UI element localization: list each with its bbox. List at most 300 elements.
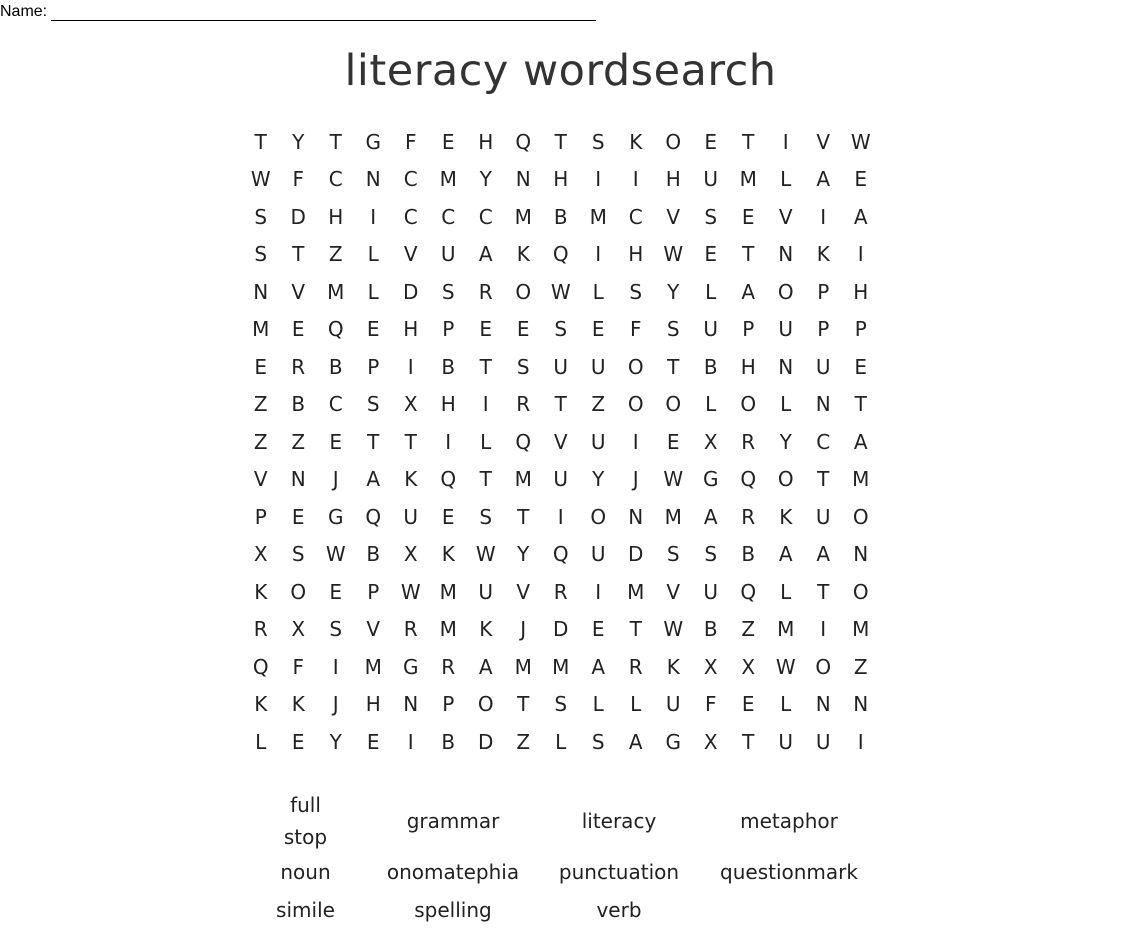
grid-letter: E (591, 617, 605, 642)
grid-letter: T (329, 129, 342, 154)
grid-letter: N (365, 167, 381, 192)
grid-letter: W (325, 542, 346, 567)
grid-letter: T (817, 579, 830, 604)
grid-letter: I (820, 204, 827, 229)
grid-letter: Z (741, 617, 756, 642)
grid-letter: I (407, 354, 414, 379)
grid-letter: H (740, 354, 756, 379)
grid-letter: T (554, 392, 567, 417)
grid-letter: L (367, 279, 379, 304)
grid-letter: X (253, 542, 268, 567)
grid-letter: Y (667, 279, 680, 304)
grid-letter: P (442, 692, 455, 717)
grid-letter: P (817, 279, 830, 304)
grid-letter: B (291, 392, 306, 417)
word-list-item-label: metaphor (740, 809, 838, 833)
grid-letter: L (780, 692, 792, 717)
grid-letter: K (629, 129, 643, 154)
grid-letter: X (703, 429, 718, 454)
grid-letter: O (665, 129, 682, 154)
grid-letter: I (557, 504, 564, 529)
grid-letter: F (629, 317, 642, 342)
grid-letter: J (332, 692, 339, 717)
grid-letter: K (779, 504, 793, 529)
grid-letter: N (815, 392, 831, 417)
grid-letter: O (852, 579, 869, 604)
word-list-item (523, 852, 715, 892)
grid-letter: T (742, 242, 755, 267)
grid-letter: F (404, 129, 417, 154)
grid-letter: O (740, 392, 757, 417)
grid-letter: B (703, 354, 718, 379)
grid-letter: Z (253, 429, 268, 454)
grid-letter: B (366, 542, 381, 567)
grid-letter: R (553, 579, 568, 604)
grid-letter: L (255, 729, 267, 754)
grid-letter: E (291, 317, 305, 342)
grid-letter: B (441, 354, 456, 379)
word-list-item (715, 852, 863, 892)
grid-letter: T (292, 242, 305, 267)
grid-letter: S (591, 729, 605, 754)
grid-letter: S (254, 204, 268, 229)
grid-letter: A (366, 467, 381, 492)
grid-letter: U (815, 504, 831, 529)
grid-letter: V (516, 579, 531, 604)
grid-letter: X (703, 654, 718, 679)
grid-letter: L (592, 279, 604, 304)
grid-letter: X (403, 542, 418, 567)
grid-letter: U (478, 579, 494, 604)
grid-letter: M (664, 504, 682, 529)
name-field (0, 3, 596, 21)
grid-letter: R (403, 617, 418, 642)
grid-letter: V (291, 279, 306, 304)
grid-letter: P (742, 317, 755, 342)
grid-letter: S (704, 542, 718, 567)
grid-letter: O (777, 467, 794, 492)
grid-letter: O (590, 504, 607, 529)
letter-grid (242, 123, 879, 761)
grid-letter: H (478, 129, 494, 154)
grid-letter: C (478, 204, 493, 229)
grid-letter: M (627, 579, 645, 604)
word-list-item (523, 892, 715, 928)
grid-letter: A (778, 542, 793, 567)
grid-letter: I (445, 429, 452, 454)
grid-letter: Y (592, 467, 605, 492)
grid-letter: C (403, 167, 418, 192)
grid-letter: S (704, 204, 718, 229)
grid-letter: V (366, 617, 381, 642)
word-list-item (523, 790, 715, 852)
grid-letter: L (780, 392, 792, 417)
grid-letter: C (441, 204, 456, 229)
grid-letter: G (328, 504, 344, 529)
grid-letter: G (665, 729, 681, 754)
grid-letter: U (403, 504, 419, 529)
grid-letter: M (252, 317, 270, 342)
grid-letter: J (632, 467, 639, 492)
grid-letter: O (852, 504, 869, 529)
grid-letter: W (400, 579, 421, 604)
grid-letter: X (741, 654, 756, 679)
grid-letter: Q (740, 467, 757, 492)
grid-letter: O (815, 654, 832, 679)
grid-letter: T (517, 504, 530, 529)
grid-letter: H (328, 204, 344, 229)
grid-letter: L (780, 167, 792, 192)
grid-letter: U (440, 242, 456, 267)
grid-letter: N (403, 692, 419, 717)
grid-letter: E (479, 317, 493, 342)
grid-letter: V (253, 467, 268, 492)
word-list-item-label: full stop (283, 793, 328, 849)
grid-letter: T (367, 429, 380, 454)
grid-letter: M (514, 204, 532, 229)
word-list-item-label: questionmark (720, 860, 858, 884)
grid-letter: P (442, 317, 455, 342)
grid-letter: X (403, 392, 418, 417)
grid-letter: V (666, 579, 681, 604)
grid-letter: Y (779, 429, 792, 454)
grid-letter: M (327, 279, 345, 304)
grid-letter: Y (329, 729, 342, 754)
grid-letter: H (440, 392, 456, 417)
grid-letter: U (703, 579, 719, 604)
grid-letter: P (254, 504, 267, 529)
grid-letter: D (478, 729, 494, 754)
grid-letter: M (589, 204, 607, 229)
grid-letter: U (703, 167, 719, 192)
grid-letter: R (741, 429, 756, 454)
grid-letter: M (852, 467, 870, 492)
grid-letter: C (628, 204, 643, 229)
grid-letter: E (704, 129, 718, 154)
grid-letter: Q (552, 542, 569, 567)
grid-letter: E (291, 729, 305, 754)
grid-letter: K (254, 579, 268, 604)
grid-letter: C (328, 392, 343, 417)
grid-letter: F (292, 654, 304, 679)
grid-letter: U (590, 542, 606, 567)
grid-letter: M (514, 654, 532, 679)
grid-letter: W (663, 242, 684, 267)
grid-letter: R (741, 504, 756, 529)
grid-letter: X (291, 617, 306, 642)
grid-letter: W (775, 654, 796, 679)
grid-letter: W (663, 617, 684, 642)
grid-letter: M (439, 579, 457, 604)
grid-letter: E (366, 729, 380, 754)
grid-letter: R (253, 617, 268, 642)
grid-letter: U (665, 692, 681, 717)
grid-letter: Q (440, 467, 457, 492)
grid-letter: B (441, 729, 456, 754)
grid-letter: A (591, 654, 606, 679)
grid-letter: L (630, 692, 642, 717)
grid-letter: E (704, 242, 718, 267)
grid-letter: H (665, 167, 681, 192)
grid-letter: R (441, 654, 456, 679)
grid-letter: E (854, 354, 868, 379)
word-list-item (383, 852, 523, 892)
grid-letter: N (515, 167, 531, 192)
word-list-item-label: onomatephia (386, 860, 520, 884)
grid-letter: K (404, 467, 418, 492)
grid-letter: I (820, 617, 827, 642)
grid-letter: V (553, 429, 568, 454)
grid-letter: K (479, 617, 493, 642)
grid-letter: Y (479, 167, 492, 192)
grid-letter: T (517, 692, 530, 717)
grid-letter: C (816, 429, 831, 454)
grid-letter: F (292, 167, 304, 192)
grid-letter: H (553, 167, 569, 192)
grid-letter: T (554, 129, 567, 154)
grid-letter: E (516, 317, 530, 342)
grid-letter: V (778, 204, 793, 229)
word-list-item-label: spelling (414, 898, 492, 922)
grid-letter: I (332, 654, 339, 679)
grid-letter: N (628, 504, 644, 529)
grid-letter: Q (515, 429, 532, 454)
grid-letter: J (332, 467, 339, 492)
word-list-item-label: grammar (406, 809, 500, 833)
grid-letter: L (480, 429, 492, 454)
grid-letter: A (816, 542, 831, 567)
grid-letter: R (628, 654, 643, 679)
grid-letter: O (477, 692, 494, 717)
grid-letter: L (367, 242, 379, 267)
grid-letter: M (439, 167, 457, 192)
grid-letter: L (780, 579, 792, 604)
word-list-item-label: literacy (581, 809, 657, 833)
grid-letter: K (441, 542, 455, 567)
word-list-item (228, 892, 383, 928)
grid-letter: P (367, 579, 380, 604)
grid-letter: N (778, 242, 794, 267)
grid-letter: E (741, 204, 755, 229)
grid-letter: N (853, 542, 869, 567)
word-list-item (383, 892, 523, 928)
grid-letter: I (595, 167, 602, 192)
grid-letter: D (403, 279, 419, 304)
grid-letter: T (817, 467, 830, 492)
grid-letter: G (403, 654, 419, 679)
grid-letter: B (328, 354, 343, 379)
grid-letter: U (590, 354, 606, 379)
grid-letter: D (290, 204, 306, 229)
grid-letter: M (777, 617, 795, 642)
grid-letter: E (854, 167, 868, 192)
grid-letter: S (591, 129, 605, 154)
grid-letter: B (553, 204, 568, 229)
grid-letter: A (816, 167, 831, 192)
grid-letter: S (441, 279, 455, 304)
grid-letter: T (742, 129, 755, 154)
grid-letter: Y (292, 129, 305, 154)
grid-letter: T (479, 467, 492, 492)
grid-letter: H (853, 279, 869, 304)
grid-letter: O (290, 579, 307, 604)
grid-letter: E (666, 429, 680, 454)
word-list-item-label: verb (596, 898, 642, 922)
grid-letter: E (329, 429, 343, 454)
grid-letter: S (554, 692, 568, 717)
grid-letter: Q (552, 242, 569, 267)
grid-letter: I (857, 729, 864, 754)
word-list-item-label: punctuation (558, 860, 680, 884)
grid-letter: Q (252, 654, 269, 679)
word-list-item (228, 790, 383, 852)
grid-letter: M (364, 654, 382, 679)
grid-letter: M (739, 167, 757, 192)
grid-letter: T (629, 617, 642, 642)
grid-letter: N (778, 354, 794, 379)
grid-letter: U (703, 317, 719, 342)
grid-letter: P (367, 354, 380, 379)
grid-letter: A (478, 654, 493, 679)
grid-letter: I (632, 429, 639, 454)
grid-letter: P (854, 317, 867, 342)
grid-letter: K (254, 692, 268, 717)
grid-letter: S (479, 504, 493, 529)
grid-letter: W (475, 542, 496, 567)
page-title: literacy wordsearch (344, 46, 777, 96)
grid-letter: E (366, 317, 380, 342)
grid-letter: B (741, 542, 756, 567)
grid-letter: B (703, 617, 718, 642)
grid-letter: N (815, 692, 831, 717)
name-label: Name: (0, 3, 48, 20)
grid-letter: I (595, 242, 602, 267)
grid-letter: U (778, 729, 794, 754)
grid-letter: W (850, 129, 871, 154)
grid-letter: L (555, 729, 567, 754)
grid-letter: I (482, 392, 489, 417)
grid-letter: H (628, 242, 644, 267)
grid-letter: K (516, 242, 530, 267)
grid-letter: C (328, 167, 343, 192)
grid-letter: E (441, 129, 455, 154)
grid-letter: T (667, 354, 680, 379)
grid-letter: M (852, 617, 870, 642)
grid-letter: S (666, 317, 680, 342)
grid-letter: D (628, 542, 644, 567)
grid-letter: T (404, 429, 417, 454)
grid-letter: E (441, 504, 455, 529)
grid-letter: W (550, 279, 571, 304)
grid-letter: G (365, 129, 381, 154)
word-list-item-label: noun (280, 860, 331, 884)
grid-letter: U (815, 729, 831, 754)
grid-letter: P (817, 317, 830, 342)
grid-letter: E (741, 692, 755, 717)
grid-letter: E (254, 354, 268, 379)
grid-letter: Q (515, 129, 532, 154)
word-list-item-label: simile (276, 898, 335, 922)
grid-letter: J (520, 617, 527, 642)
grid-letter: I (407, 729, 414, 754)
grid-letter: A (703, 504, 718, 529)
grid-letter: V (816, 129, 831, 154)
grid-letter: U (778, 317, 794, 342)
grid-letter: S (516, 354, 530, 379)
grid-letter: Q (327, 317, 344, 342)
grid-letter: A (741, 279, 756, 304)
grid-letter: T (479, 354, 492, 379)
grid-letter: R (516, 392, 531, 417)
grid-letter: V (666, 204, 681, 229)
grid-letter: W (250, 167, 271, 192)
grid-letter: I (595, 579, 602, 604)
grid-letter: D (553, 617, 569, 642)
grid-letter: S (329, 617, 343, 642)
grid-letter: N (290, 467, 306, 492)
grid-letter: U (553, 467, 569, 492)
grid-letter: O (627, 392, 644, 417)
grid-letter: M (514, 467, 532, 492)
grid-letter: U (815, 354, 831, 379)
grid-letter: N (253, 279, 269, 304)
grid-letter: H (365, 692, 381, 717)
grid-letter: Z (591, 392, 606, 417)
grid-letter: E (329, 579, 343, 604)
grid-letter: Z (516, 729, 531, 754)
word-list-item (383, 790, 523, 852)
grid-letter: S (554, 317, 568, 342)
grid-letter: O (627, 354, 644, 379)
grid-letter: Z (328, 242, 343, 267)
grid-letter: L (705, 279, 717, 304)
name-underline (51, 6, 596, 21)
word-list (228, 790, 868, 928)
grid-letter: S (291, 542, 305, 567)
grid-letter: W (663, 467, 684, 492)
grid-letter: S (629, 279, 643, 304)
grid-letter: U (553, 354, 569, 379)
grid-letter: X (703, 729, 718, 754)
grid-letter: L (592, 692, 604, 717)
grid-letter: S (254, 242, 268, 267)
grid-letter: A (628, 729, 643, 754)
grid-letter: M (552, 654, 570, 679)
grid-letter: A (478, 242, 493, 267)
grid-letter: A (853, 429, 868, 454)
grid-letter: I (857, 242, 864, 267)
grid-letter: Z (291, 429, 306, 454)
grid-letter: T (742, 729, 755, 754)
grid-letter: M (439, 617, 457, 642)
grid-letter: V (403, 242, 418, 267)
grid-letter: O (777, 279, 794, 304)
grid-letter: O (515, 279, 532, 304)
grid-letter: R (291, 354, 306, 379)
grid-letter: K (816, 242, 830, 267)
grid-letter: Z (853, 654, 868, 679)
grid-letter: T (854, 392, 867, 417)
grid-letter: T (254, 129, 267, 154)
grid-letter: K (291, 692, 305, 717)
grid-letter: Q (365, 504, 382, 529)
grid-letter: H (403, 317, 419, 342)
grid-letter: C (403, 204, 418, 229)
grid-letter: N (853, 692, 869, 717)
grid-letter: A (853, 204, 868, 229)
grid-letter: S (366, 392, 380, 417)
grid-letter: I (782, 129, 789, 154)
